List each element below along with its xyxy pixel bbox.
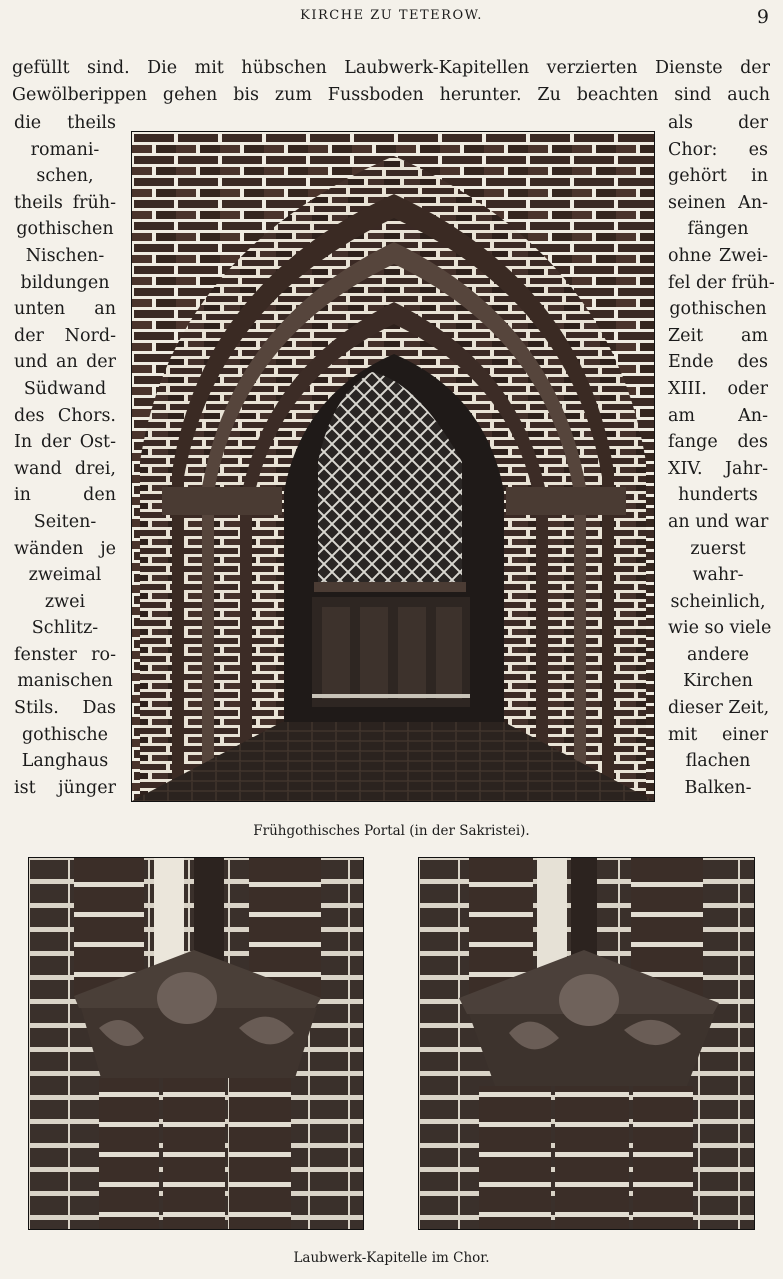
right-column-line: flachen [685, 751, 751, 772]
right-column-line: wie so viele [668, 618, 772, 639]
portal-photo [131, 131, 655, 802]
left-column-line: zwei [44, 591, 86, 612]
right-column-line: fängen [687, 219, 749, 240]
portal-caption: Frühgothisches Portal (in der Sakristei). [253, 823, 530, 839]
left-column-line: manischen [17, 671, 113, 692]
left-column-line: Stils. Das [14, 698, 116, 719]
left-column-line: ist jünger [14, 777, 116, 798]
right-column-line: fel der früh- [668, 272, 775, 293]
left-column-line: bildungen [20, 272, 110, 293]
left-column-line: wand drei, [14, 458, 116, 479]
right-column-line: scheinlich, [670, 591, 766, 612]
left-column-line: die theils [14, 113, 116, 133]
right-column-line: am An- [668, 405, 768, 426]
left-column-line: unten an [14, 299, 116, 320]
left-column-line: zweimal [28, 565, 102, 586]
right-column-line: andere [687, 644, 749, 665]
left-text-column [14, 110, 116, 801]
left-column-line: romani- [30, 139, 100, 160]
page-header [0, 6, 783, 28]
left-column-line: Langhaus [21, 751, 109, 772]
left-column-line: In der Ost- [14, 432, 116, 453]
right-column-line: gehört in [668, 166, 768, 187]
left-column-line: gothischen [16, 219, 114, 240]
right-column-line: seinen An- [668, 192, 768, 213]
right-column-line: Kirchen [683, 671, 753, 692]
right-column-line: gothischen [669, 299, 767, 320]
right-column-line: XIV. Jahr- [668, 458, 768, 479]
left-column-line: des Chors. [14, 405, 116, 426]
capital-photo-right [418, 857, 755, 1230]
right-text-column [668, 110, 775, 801]
right-column-line: fange des [668, 432, 768, 453]
right-column-line: hunderts [678, 485, 758, 506]
left-column-line: Nischen- [25, 245, 105, 266]
left-column-line: Seiten- [33, 511, 97, 532]
intro-line-2: Gewölberippen gehen bis zum Fussboden herunter. Zu beachten sind auch [12, 85, 770, 105]
right-column-line: Zeit am [668, 325, 768, 346]
right-column-line: Ende des [668, 352, 768, 373]
right-column-line: XIII. oder [668, 378, 768, 399]
left-column-line: Schlitz- [31, 618, 99, 639]
page-number: 9 [756, 6, 769, 28]
left-column-line: fenster ro- [14, 644, 116, 665]
left-column-line: in den [14, 485, 116, 506]
right-column-line: als der [668, 113, 768, 133]
right-column-line: ohne Zwei- [668, 245, 768, 266]
left-column-line: schen, [36, 166, 94, 187]
right-column-line: Balken- [684, 777, 752, 798]
left-column-line: theils früh- [14, 192, 116, 213]
left-column-line: gothische [21, 724, 109, 745]
right-column-line: mit einer [668, 724, 768, 745]
intro-line-1: gefüllt sind. Die mit hübschen Laubwerk-Kapitellen verzierten Dienste der [12, 58, 770, 78]
right-column-line: wahr- [692, 565, 744, 586]
capitals-caption: Laubwerk-Kapitelle im Chor. [293, 1250, 490, 1266]
right-column-line: an und war [668, 511, 769, 532]
left-column-line: und an der [14, 352, 116, 373]
left-column-line: wänden je [14, 538, 116, 559]
left-column-line: der Nord- [14, 325, 116, 346]
left-column-line: Südwand [23, 378, 107, 399]
right-column-line: Chor: es [668, 139, 768, 160]
right-column-line: dieser Zeit, [668, 698, 770, 719]
running-head: KIRCHE ZU TETEROW. [300, 8, 483, 23]
capital-photo-left [28, 857, 364, 1230]
right-column-line: zuerst [690, 538, 746, 559]
